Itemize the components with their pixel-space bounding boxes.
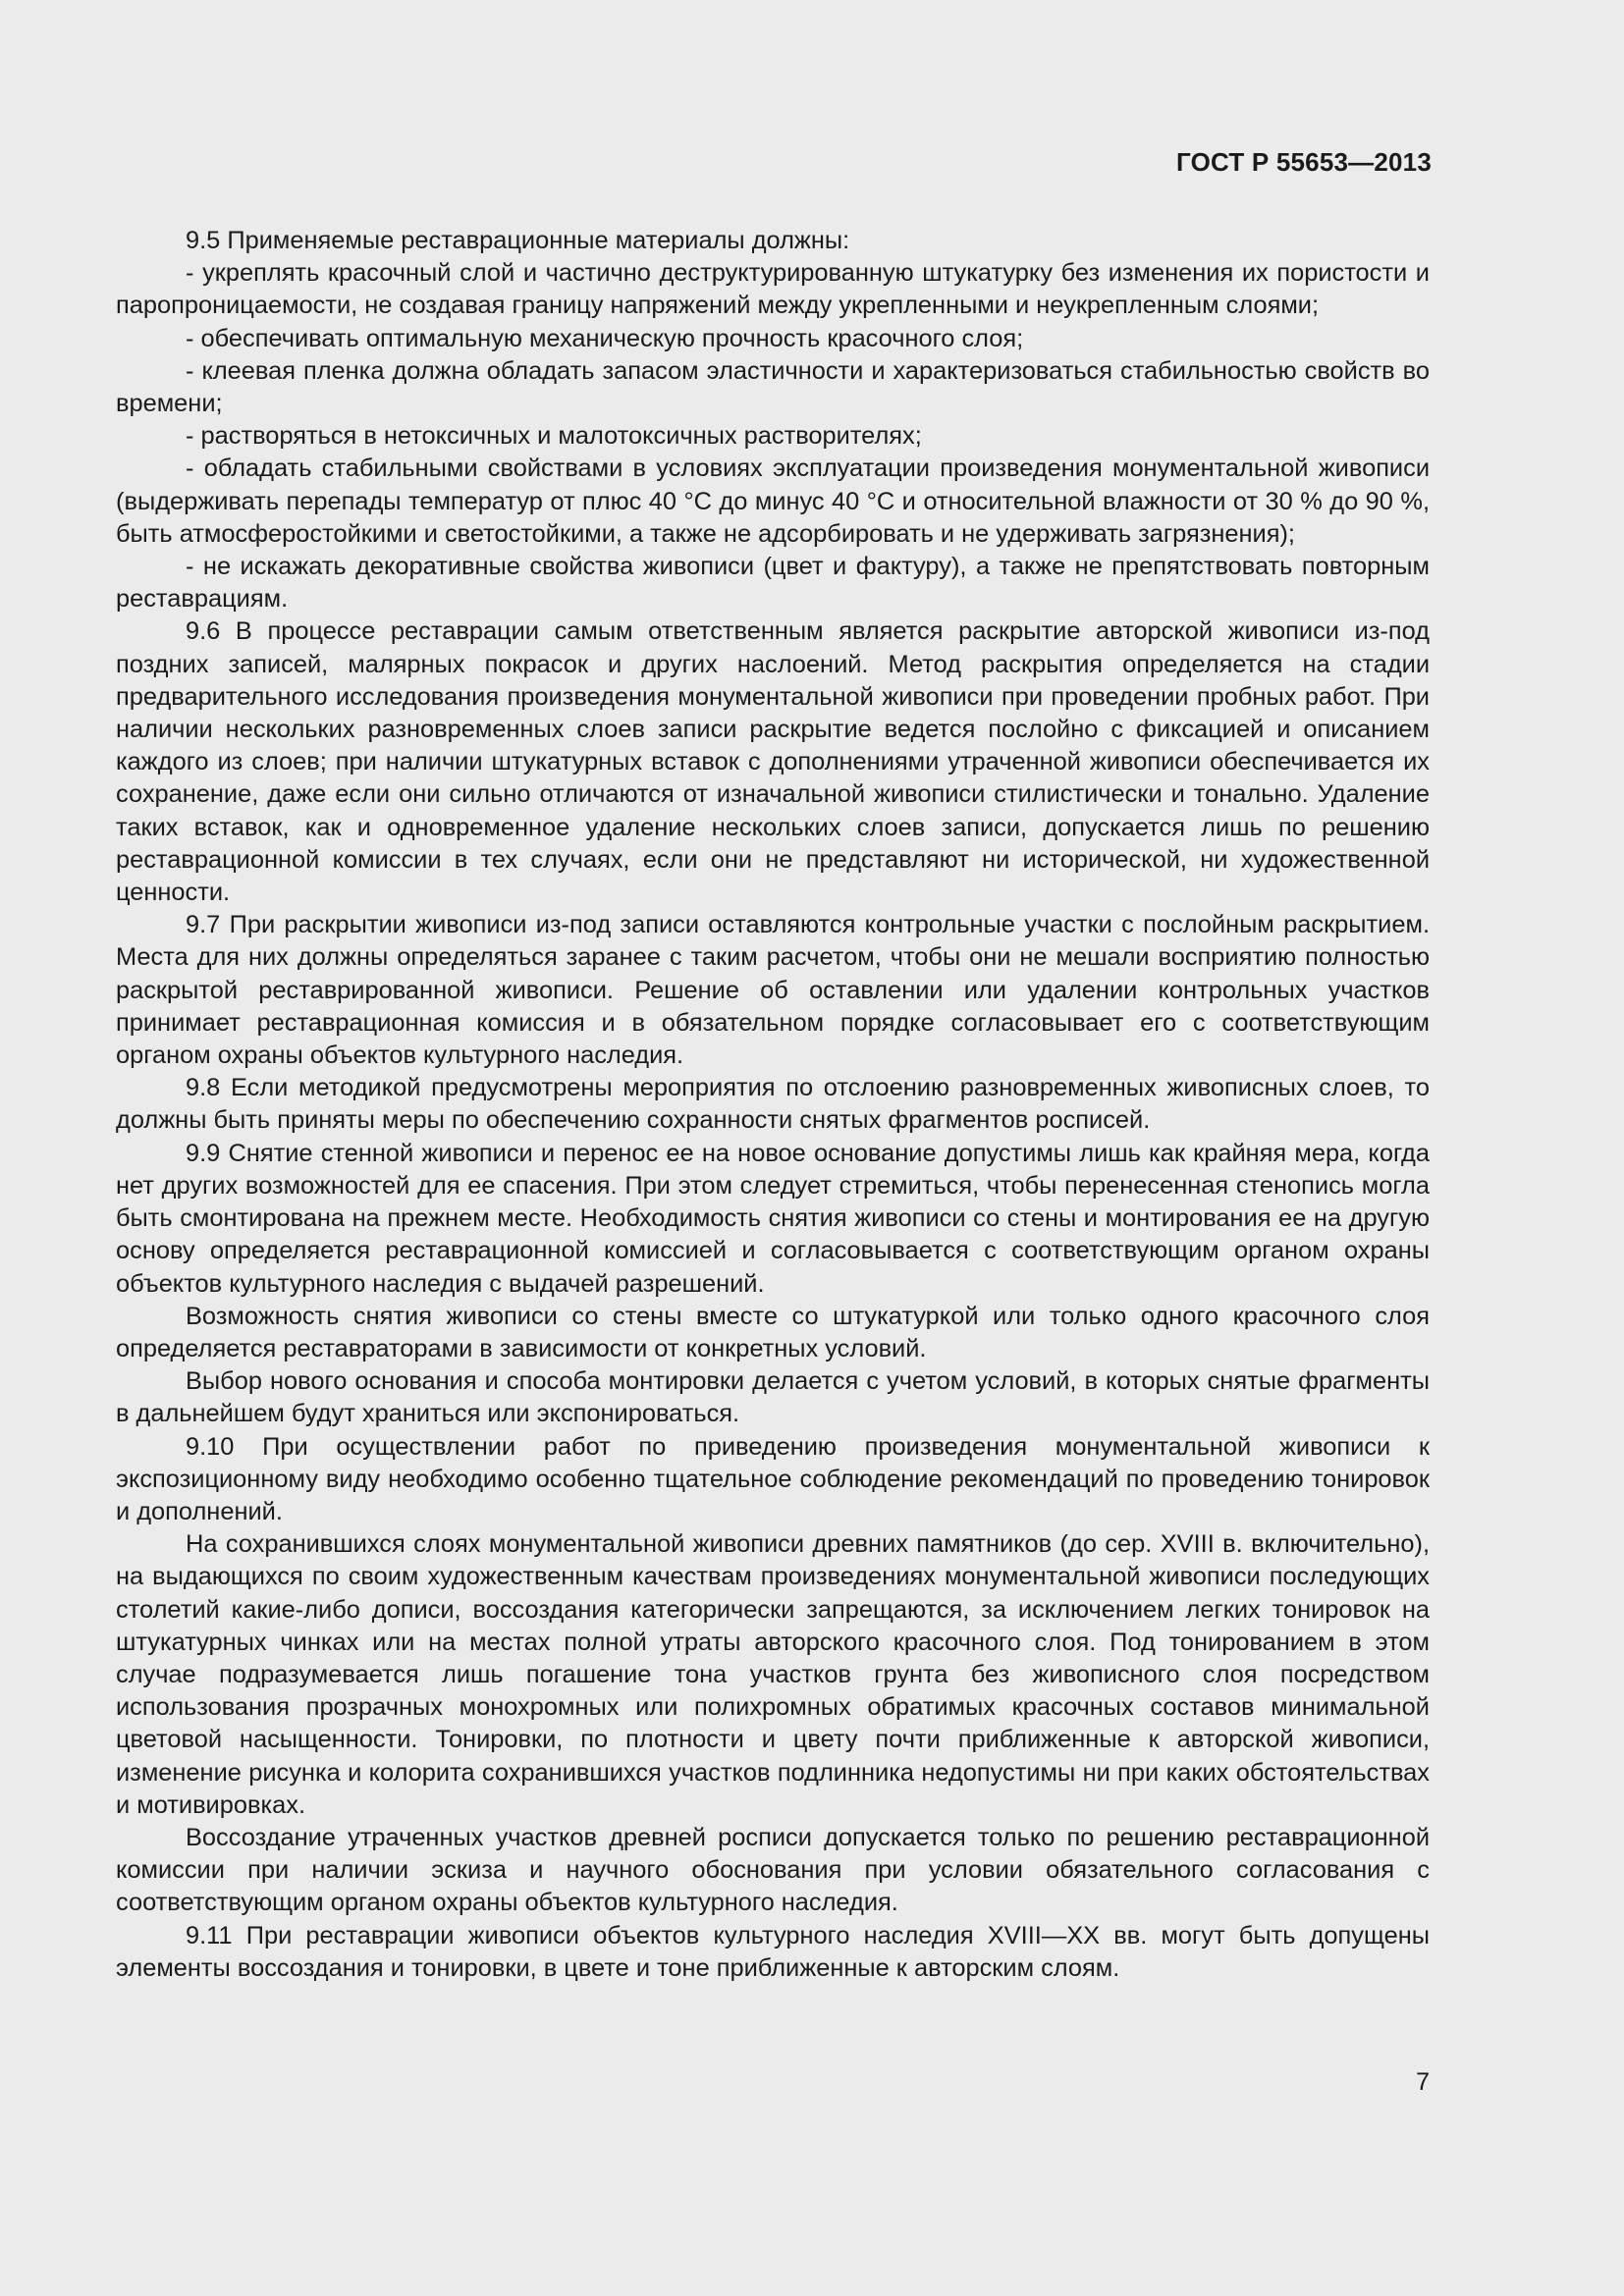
paragraph: 9.10 При осуществлении работ по приведению произведения монументальной живописи к экспозиционному виду необходимо особенно тщательное соблюдение рекомендаций по проведению тонировок и дополнений. <box>116 1432 1430 1525</box>
paragraph: Воссоздание утраченных участков древней росписи допускается только по решению реставрационной комиссии при наличии эскиза и научного обоснования при условии обязательного согласования с соответствующим органом охраны объектов культурного наследия. <box>116 1823 1430 1917</box>
paragraph: - растворяться в нетоксичных и малотоксичных растворителях; <box>186 422 922 451</box>
paragraph: - обеспечивать оптимальную механическую прочность красочного слоя; <box>186 324 1024 352</box>
body-text <box>116 225 1430 1985</box>
page-number: 7 <box>1416 2068 1430 2096</box>
paragraph: - обладать стабильными свойствами в условиях эксплуатации произведения монументальной живописи (выдерживать перепады температур от плюс 40 °С до минус 40 °С и относительной влажности от 30 % до 90 %, быть атмосферостойкими и светостойкими, а также не адсорбировать и не удерживать загрязнения); <box>116 454 1430 548</box>
paragraph: 9.11 При реставрации живописи объектов культурного наследия XVIII—XX вв. могут быть допущены элементы воссоздания и тонировки, в цвете и тоне приближенные к авторским слоям. <box>116 1921 1430 1982</box>
paragraph: Выбор нового основания и способа монтировки делается с учетом условий, в которых снятые фрагменты в дальнейшем будут храниться или экспонироваться. <box>116 1367 1430 1428</box>
paragraph: 9.5 Применяемые реставрационные материалы должны: <box>186 227 850 254</box>
paragraph: - укреплять красочный слой и частично деструктурированную штукатурку без изменения их пористости и паропроницаемости, не создавая границу напряжений между укрепленными и неукрепленным слоями; <box>116 259 1430 320</box>
paragraph: - клеевая пленка должна обладать запасом эластичности и характеризоваться стабильностью свойств во времени; <box>116 356 1430 418</box>
paragraph: Возможность снятия живописи со стены вместе со штукатуркой или только одного красочного слоя определяется реставраторами в зависимости от конкретных условий. <box>116 1302 1430 1362</box>
paragraph: 9.9 Снятие стенной живописи и перенос ее на новое основание допустимы лишь как крайняя мера, когда нет других возможностей для ее спасения. При этом следует стремиться, чтобы перенесенная стенопись могла быть смонтирована на прежнем месте. Необходимость снятия живописи со стены и монтирования ее на другую основу определяется реставрационной комиссией и согласовывается с соответствующим органом охраны объектов культурного наследия с выдачей разрешений. <box>116 1139 1430 1298</box>
paragraph: На сохранившихся слоях монументальной живописи древних памятников (до сер. XVIII в. включительно), на выдающихся по своим художественным качествам произведениях монументальной живописи последующих столетий какие-либо дописи, воссоздания категорически запрещаются, за исключением легких тонировок на штукатурных чинках или на местах полной утраты авторского красочного слоя. Под тонированием в этом случае подразумевается лишь погашение тона участков грунта без живописного слоя посредством использования прозрачных монохромных или полихромных обратимых красочных составов минимальной цветовой насыщенности. Тонировки, по плотности и цвету почти приближенные к авторской живописи, изменение рисунка и колорита сохранившихся участков подлинника недопустимы ни при каких обстоятельствах и мотивировках. <box>116 1530 1430 1819</box>
paragraph: 9.8 Если методикой предусмотрены мероприятия по отслоению разновременных живописных слоев, то должны быть приняты меры по обеспечению сохранности снятых фрагментов росписей. <box>116 1074 1430 1135</box>
paragraph: 9.6 В процессе реставрации самым ответственным является раскрытие авторской живописи из-под поздних записей, малярных покрасок и других наслоений. Метод раскрытия определяется на стадии предварительного исследования произведения монументальной живописи при проведении пробных работ. При наличии нескольких разновременных слоев записи раскрытие ведется послойно с фиксацией и описанием каждого из слоев; при наличии штукатурных вставок с дополнениями утраченной живописи обеспечивается их сохранение, даже если они сильно отличаются от изначальной живописи стилистически и тонально. Удаление таких вставок, как и одновременное удаление нескольких слоев записи, допускается лишь по решению реставрационной комиссии в тех случаях, если они не представляют ни исторической, ни художественной ценности. <box>116 617 1430 907</box>
paragraph: 9.7 При раскрытии живописи из-под записи оставляются контрольные участки с послойным раскрытием. Места для них должны определяться заранее с таким расчетом, чтобы они не мешали восприятию полностью раскрытой реставрированной живописи. Решение об оставлении или удалении контрольных участков принимает реставрационная комиссия и в обязательном порядке согласовывает его с соответствующим органом охраны объектов культурного наследия. <box>116 911 1430 1070</box>
document-code-header: ГОСТ Р 55653—2013 <box>1176 147 1432 177</box>
paragraph: - не искажать декоративные свойства живописи (цвет и фактуру), а также не препятствовать повторным реставрациям. <box>116 553 1430 614</box>
